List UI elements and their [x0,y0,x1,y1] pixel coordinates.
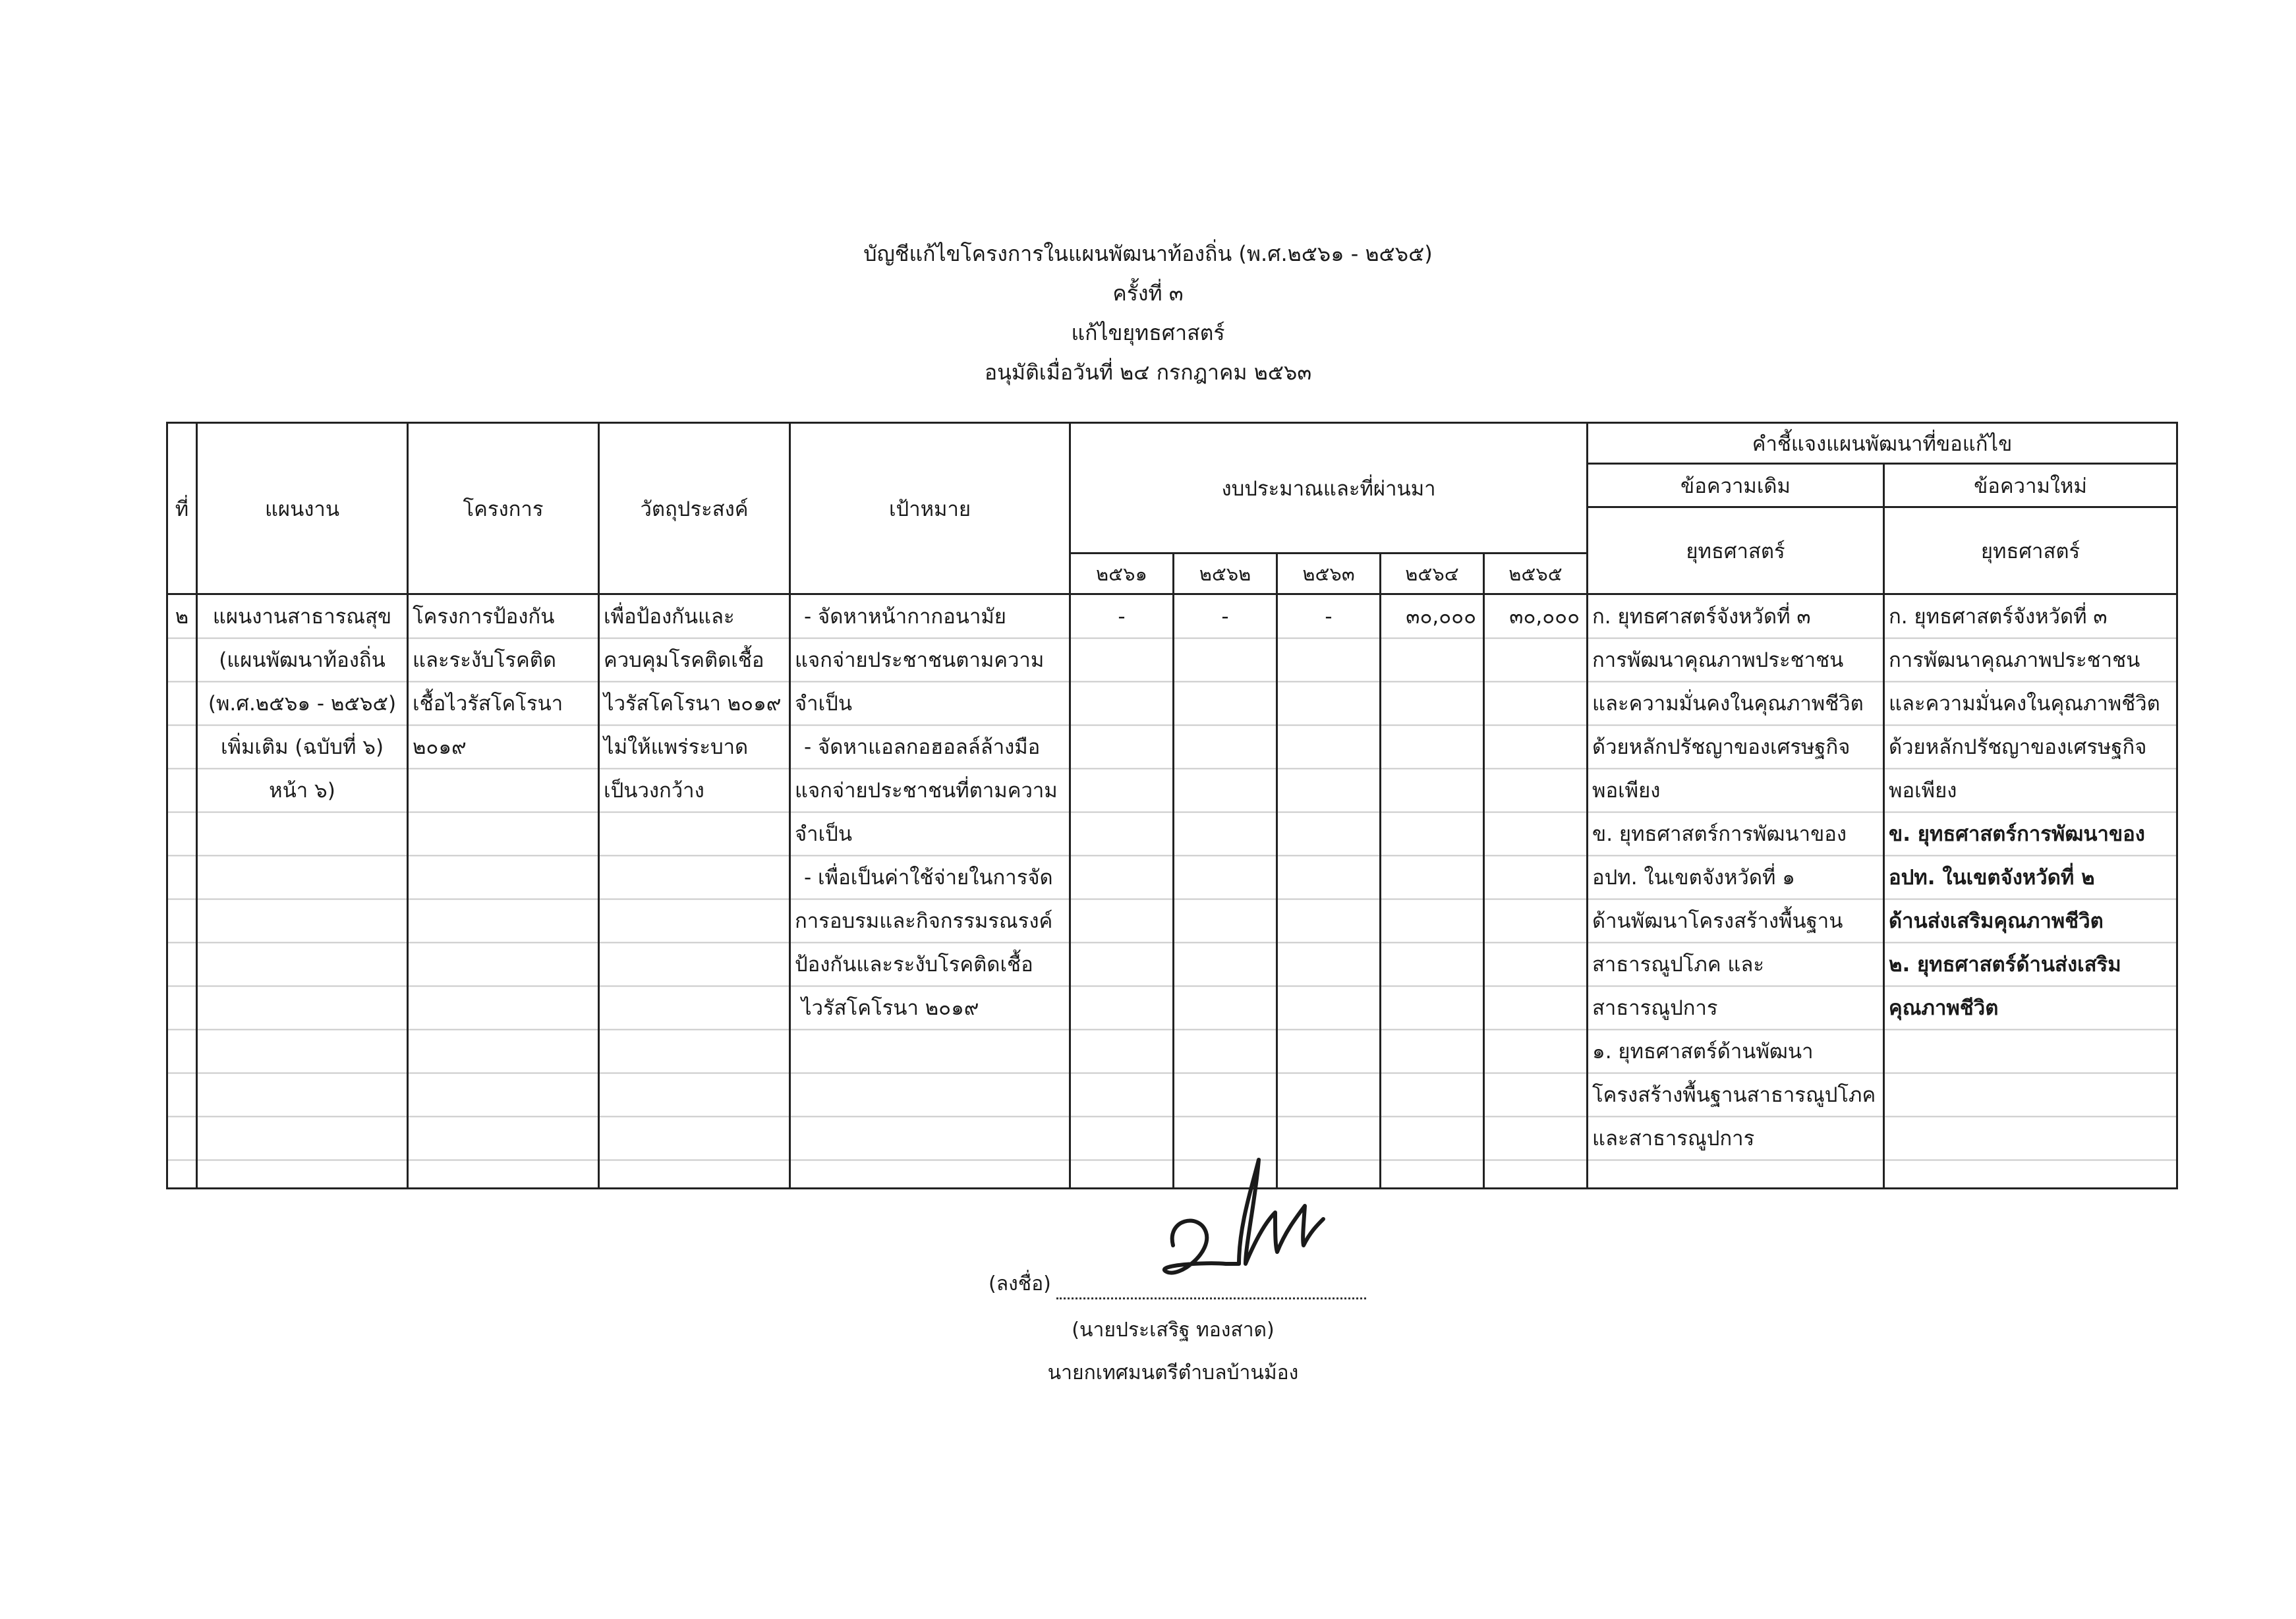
old-strategy-line: สาธารณูปโภค และสาธารณูปการ [1592,953,1765,1020]
header-target: เป้าหมาย [790,423,1070,594]
plan-line: (พ.ศ.๒๕๖๑ - ๒๕๖๕) [208,692,397,716]
revision-table [166,422,2176,1189]
cell-new-strategy [1884,594,2177,1189]
budget-value: ๓๐,๐๐๐ [1509,605,1580,629]
target-line: การอบรมและกิจกรรมรณรงค์ [795,909,1053,933]
year-2565: ๒๕๖๕ [1484,554,1588,594]
old-strategy-line: และสาธารณูปการ [1592,1127,1755,1150]
project-line: และระงับโรคติด [413,648,557,672]
objective-line: ไม่ให้แพร่ระบาด [604,735,749,759]
target-line: - จัดหาแอลกอฮอลล์ล้างมือ [804,735,1041,759]
new-strategy-line: และความมั่นคงในคุณภาพชีวิต [1889,692,2160,716]
new-strategy-line: ด้วยหลักปรัชญาของเศรษฐกิจ [1889,735,2147,759]
sign-label: (ลงชื่อ) [989,1272,1051,1295]
old-strategy-line: และความมั่นคงในคุณภาพชีวิต [1592,692,1864,716]
revision-subject: แก้ไขยุทธศาสตร์ [1071,320,1225,345]
new-strategy-line: พอเพียง [1889,779,1957,803]
signature-dotted-line [1056,1279,1366,1299]
old-strategy-line: ข. ยุทธศาสตร์การพัฒนาของ [1592,822,1847,846]
header-budget: งบประมาณและที่ผ่านมา [1070,423,1588,554]
budget-value: - [1221,605,1229,629]
old-strategy-line: ๑. ยุทธศาสตร์ด้านพัฒนา [1592,1040,1814,1064]
new-strategy-line-bold: คุณภาพชีวิต [1889,996,1999,1020]
revision-round: ครั้งที่ ๓ [1112,281,1184,306]
objective-line: ไวรัสโคโรนา ๒๐๑๙ [604,692,782,716]
target-line: ป้องกันและระงับโรคติดเชื้อ [795,953,1033,977]
old-strategy-line: ด้วยหลักปรัชญาของเศรษฐกิจ [1592,735,1851,759]
year-2562: ๒๕๖๒ [1174,554,1277,594]
target-line: จำเป็น [795,822,853,846]
signature-block [909,1147,1437,1410]
objective-line: เพื่อป้องกันและ [604,605,735,629]
target-line: แจกจ่ายประชาชนตามความ [795,648,1045,672]
signer-name: (นายประเสริฐ ทองสาด) [1072,1319,1275,1342]
budget-value: - [1325,605,1333,629]
target-line: จำเป็น [795,692,853,716]
target-line: - จัดหาหน้ากากอนามัย [804,605,1006,629]
cell-project [408,594,599,1189]
cell-budget-2563 [1277,594,1381,1189]
plan-line: หน้า ๖) [269,779,335,803]
target-line: - เพื่อเป็นค่าใช้จ่ายในการจัด [804,866,1053,890]
approval-date: อนุมัติเมื่อวันที่ ๒๔ กรกฎาคม ๒๕๖๓ [984,360,1312,385]
cell-plan [197,594,408,1189]
target-line: แจกจ่ายประชาชนที่ตามความ [795,779,1058,803]
new-strategy-line-bold: ๒. ยุทธศาสตร์ด้านส่งเสริม [1889,953,2121,977]
cell-no [167,594,197,1189]
new-strategy-line-bold: ข. ยุทธศาสตร์การพัฒนาของ [1889,822,2145,846]
year-2564: ๒๕๖๔ [1381,554,1484,594]
header-new-strategy: ยุทธศาสตร์ [1884,507,2177,594]
cell-target [790,594,1070,1189]
cell-budget-2565 [1484,594,1588,1189]
signer-position: นายกเทศมนตรีตำบลบ้านม้อง [1047,1361,1299,1384]
year-2563: ๒๕๖๓ [1277,554,1381,594]
row-number: ๒ [175,605,189,629]
old-strategy-line: ก. ยุทธศาสตร์จังหวัดที่ ๓ [1592,605,1811,629]
new-strategy-line: การพัฒนาคุณภาพประชาชน [1889,648,2140,672]
cell-objective [599,594,790,1189]
objective-line: ควบคุมโรคติดเชื้อ [604,648,764,672]
cell-budget-2564 [1381,594,1484,1189]
header-no: ที่ [167,423,197,594]
budget-value: ๓๐,๐๐๐ [1406,605,1476,629]
plan-line: (แผนพัฒนาท้องถิ่น [219,648,386,672]
plan-line: เพิ่มเติม (ฉบับที่ ๖) [220,735,384,759]
old-strategy-line: โครงสร้างพื้นฐานสาธารณูปโภค [1592,1083,1876,1107]
project-line: เชื้อไวรัสโคโรนา [413,692,563,716]
old-strategy-line: อปท. ในเขตจังหวัดที่ ๑ [1592,866,1795,890]
new-strategy-line-bold: ด้านส่งเสริมคุณภาพชีวิต [1889,909,2104,933]
header-plan: แผนงาน [197,423,408,594]
project-line: โครงการป้องกัน [413,605,555,629]
header-old-text: ข้อความเดิม [1588,464,1884,507]
signature-line [989,1268,1366,1299]
budget-value: - [1118,605,1126,629]
header-project: โครงการ [408,423,599,594]
year-2561: ๒๕๖๑ [1070,554,1174,594]
objective-line: เป็นวงกว้าง [604,779,704,803]
document-header [0,234,2296,392]
old-strategy-line: การพัฒนาคุณภาพประชาชน [1592,648,1844,672]
header-objective: วัตถุประสงค์ [599,423,790,594]
target-line: ไวรัสโคโรนา ๒๐๑๙ [801,996,979,1020]
header-explain: คำชี้แจงแผนพัฒนาที่ขอแก้ไข [1588,423,2177,464]
new-strategy-line-bold: อปท. ในเขตจังหวัดที่ ๒ [1889,866,2095,890]
cell-old-strategy [1588,594,1884,1189]
header-new-text: ข้อความใหม่ [1884,464,2177,507]
cell-budget-2561 [1070,594,1174,1189]
new-strategy-line: ก. ยุทธศาสตร์จังหวัดที่ ๓ [1889,605,2108,629]
project-line: ๒๐๑๙ [413,735,467,759]
document-title: บัญชีแก้ไขโครงการในแผนพัฒนาท้องถิ่น (พ.ศ.๒๕๖๑ - ๒๕๖๕) [863,241,1433,266]
old-strategy-line: ด้านพัฒนาโครงสร้างพื้นฐาน [1592,909,1843,933]
cell-budget-2562 [1174,594,1277,1189]
old-strategy-line: พอเพียง [1592,779,1661,803]
plan-line: แผนงานสาธารณสุข [212,605,392,629]
header-old-strategy: ยุทธศาสตร์ [1588,507,1884,594]
